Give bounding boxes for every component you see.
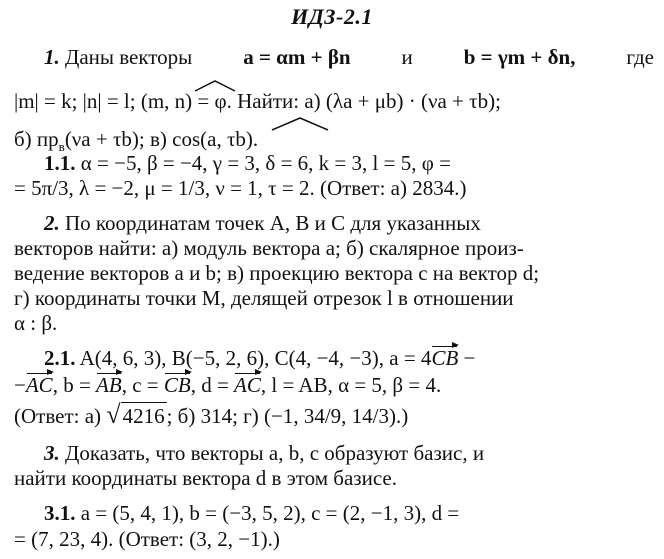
conjunction-and: и [401,45,413,69]
problem-2-line-2 [14,235,654,261]
problem-2-line-1 [44,210,654,236]
problem-3-text-2: найти координаты вектора d в этом базисе. [14,466,397,490]
variant-2-1-number: 2.1. [44,346,76,370]
vector-b-definition: b = γm + δn, [463,45,576,69]
problem-2-text-1: По координатам точек A, B и C для указанных [65,211,481,235]
given-norms-and-angle: |m| = k; |n| = l; (m, n) = φ. [14,89,232,113]
projection-subscript: в [58,139,65,155]
vector-c-eq: , c = [121,373,159,397]
problem-1-number: 1. [44,45,60,69]
answer-label: (Ответ: а) [14,404,102,428]
problem-3-text-1: Доказать, что векторы a, b, c образуют базис, и [65,441,485,465]
line-break-minus: − [463,346,476,370]
vector-d-eq: , d = [190,373,229,397]
variant-2-1-line-1 [44,345,654,371]
sqrt-radicand: 4216 [122,404,165,428]
vector-cb-arrow-2: CB [163,373,191,397]
segment-and-ratio: , l = AB, α = 5, β = 4. [260,373,442,397]
word-where: где [626,45,654,69]
projection-and-cos: (νa + τb); в) cos(a, τb). [64,127,259,151]
continued-minus: − [14,373,26,397]
answer-rest: ; б) 314; г) (−1, 34/9, 14/3).) [166,404,409,428]
problem-2-text-4: г) координаты точки M, делящей отрезок l в отношении [14,286,514,310]
problem-3-number: 3. [44,441,60,465]
variant-2-1-line-3 [14,402,654,429]
vector-b-eq: , b = [52,373,91,397]
variant-3-1-number: 3.1. [44,501,76,525]
variant-1-1-line-1 [44,150,654,176]
variant-1-1-number: 1.1. [44,151,76,175]
variant-2-1-line-2 [14,372,654,398]
problem-1-line-1 [44,44,654,70]
projection-label: б) пр [14,127,59,151]
page-title: ИДЗ-2.1 [291,4,373,29]
vector-ac-arrow: AC [25,373,53,397]
variant-1-1-params: α = −5, β = −4, γ = 3, δ = 6, k = 3, l = 5, φ = [80,151,451,175]
variant-3-1-answer: = (7, 23, 4). (Ответ: (3, 2, −1).) [14,527,280,551]
variant-1-1-line-2 [14,175,654,201]
problem-3-line-2 [14,465,654,491]
find-dot-product: Найти: а) (λa + μb) · (νa + τb); [237,89,501,113]
vector-a-definition: a = αm + βn [243,45,351,69]
vector-cb-arrow: CB [431,346,459,370]
problem-2-line-4 [14,285,654,311]
problem-2-text-2: векторов найти: а) модуль вектора a; б) скалярное произ- [14,236,524,260]
problem-2-number: 2. [44,211,60,235]
problem-3-line-1 [44,440,654,466]
problem-1-line-2 [14,88,654,114]
problem-2-line-3 [14,260,654,286]
variant-1-1-params-answer: = 5π/3, λ = −2, μ = 1/3, ν = 1, τ = 2. (Ответ: а) 2834.) [14,176,467,200]
vector-ab-arrow: AB [96,373,122,397]
problem-2-text-5: α : β. [14,311,58,335]
sqrt-icon: √ [106,400,121,429]
vector-ac-arrow-2: AC [234,373,261,397]
problem-2-text-3: ведение векторов a и b; в) проекцию вектора c на вектор d; [14,261,540,285]
problem-1-text: Даны векторы [65,45,193,69]
points-and-vector-a: A(4, 6, 3), B(−5, 2, 6), C(4, −4, −3), a = 4 [79,346,432,370]
variant-3-1-line-1 [44,500,654,526]
variant-3-1-line-2 [14,526,654,552]
problem-2-line-5 [14,310,654,336]
variant-3-1-vectors: a = (5, 4, 1), b = (−3, 5, 2), c = (2, −1, 3), d = [80,501,460,525]
